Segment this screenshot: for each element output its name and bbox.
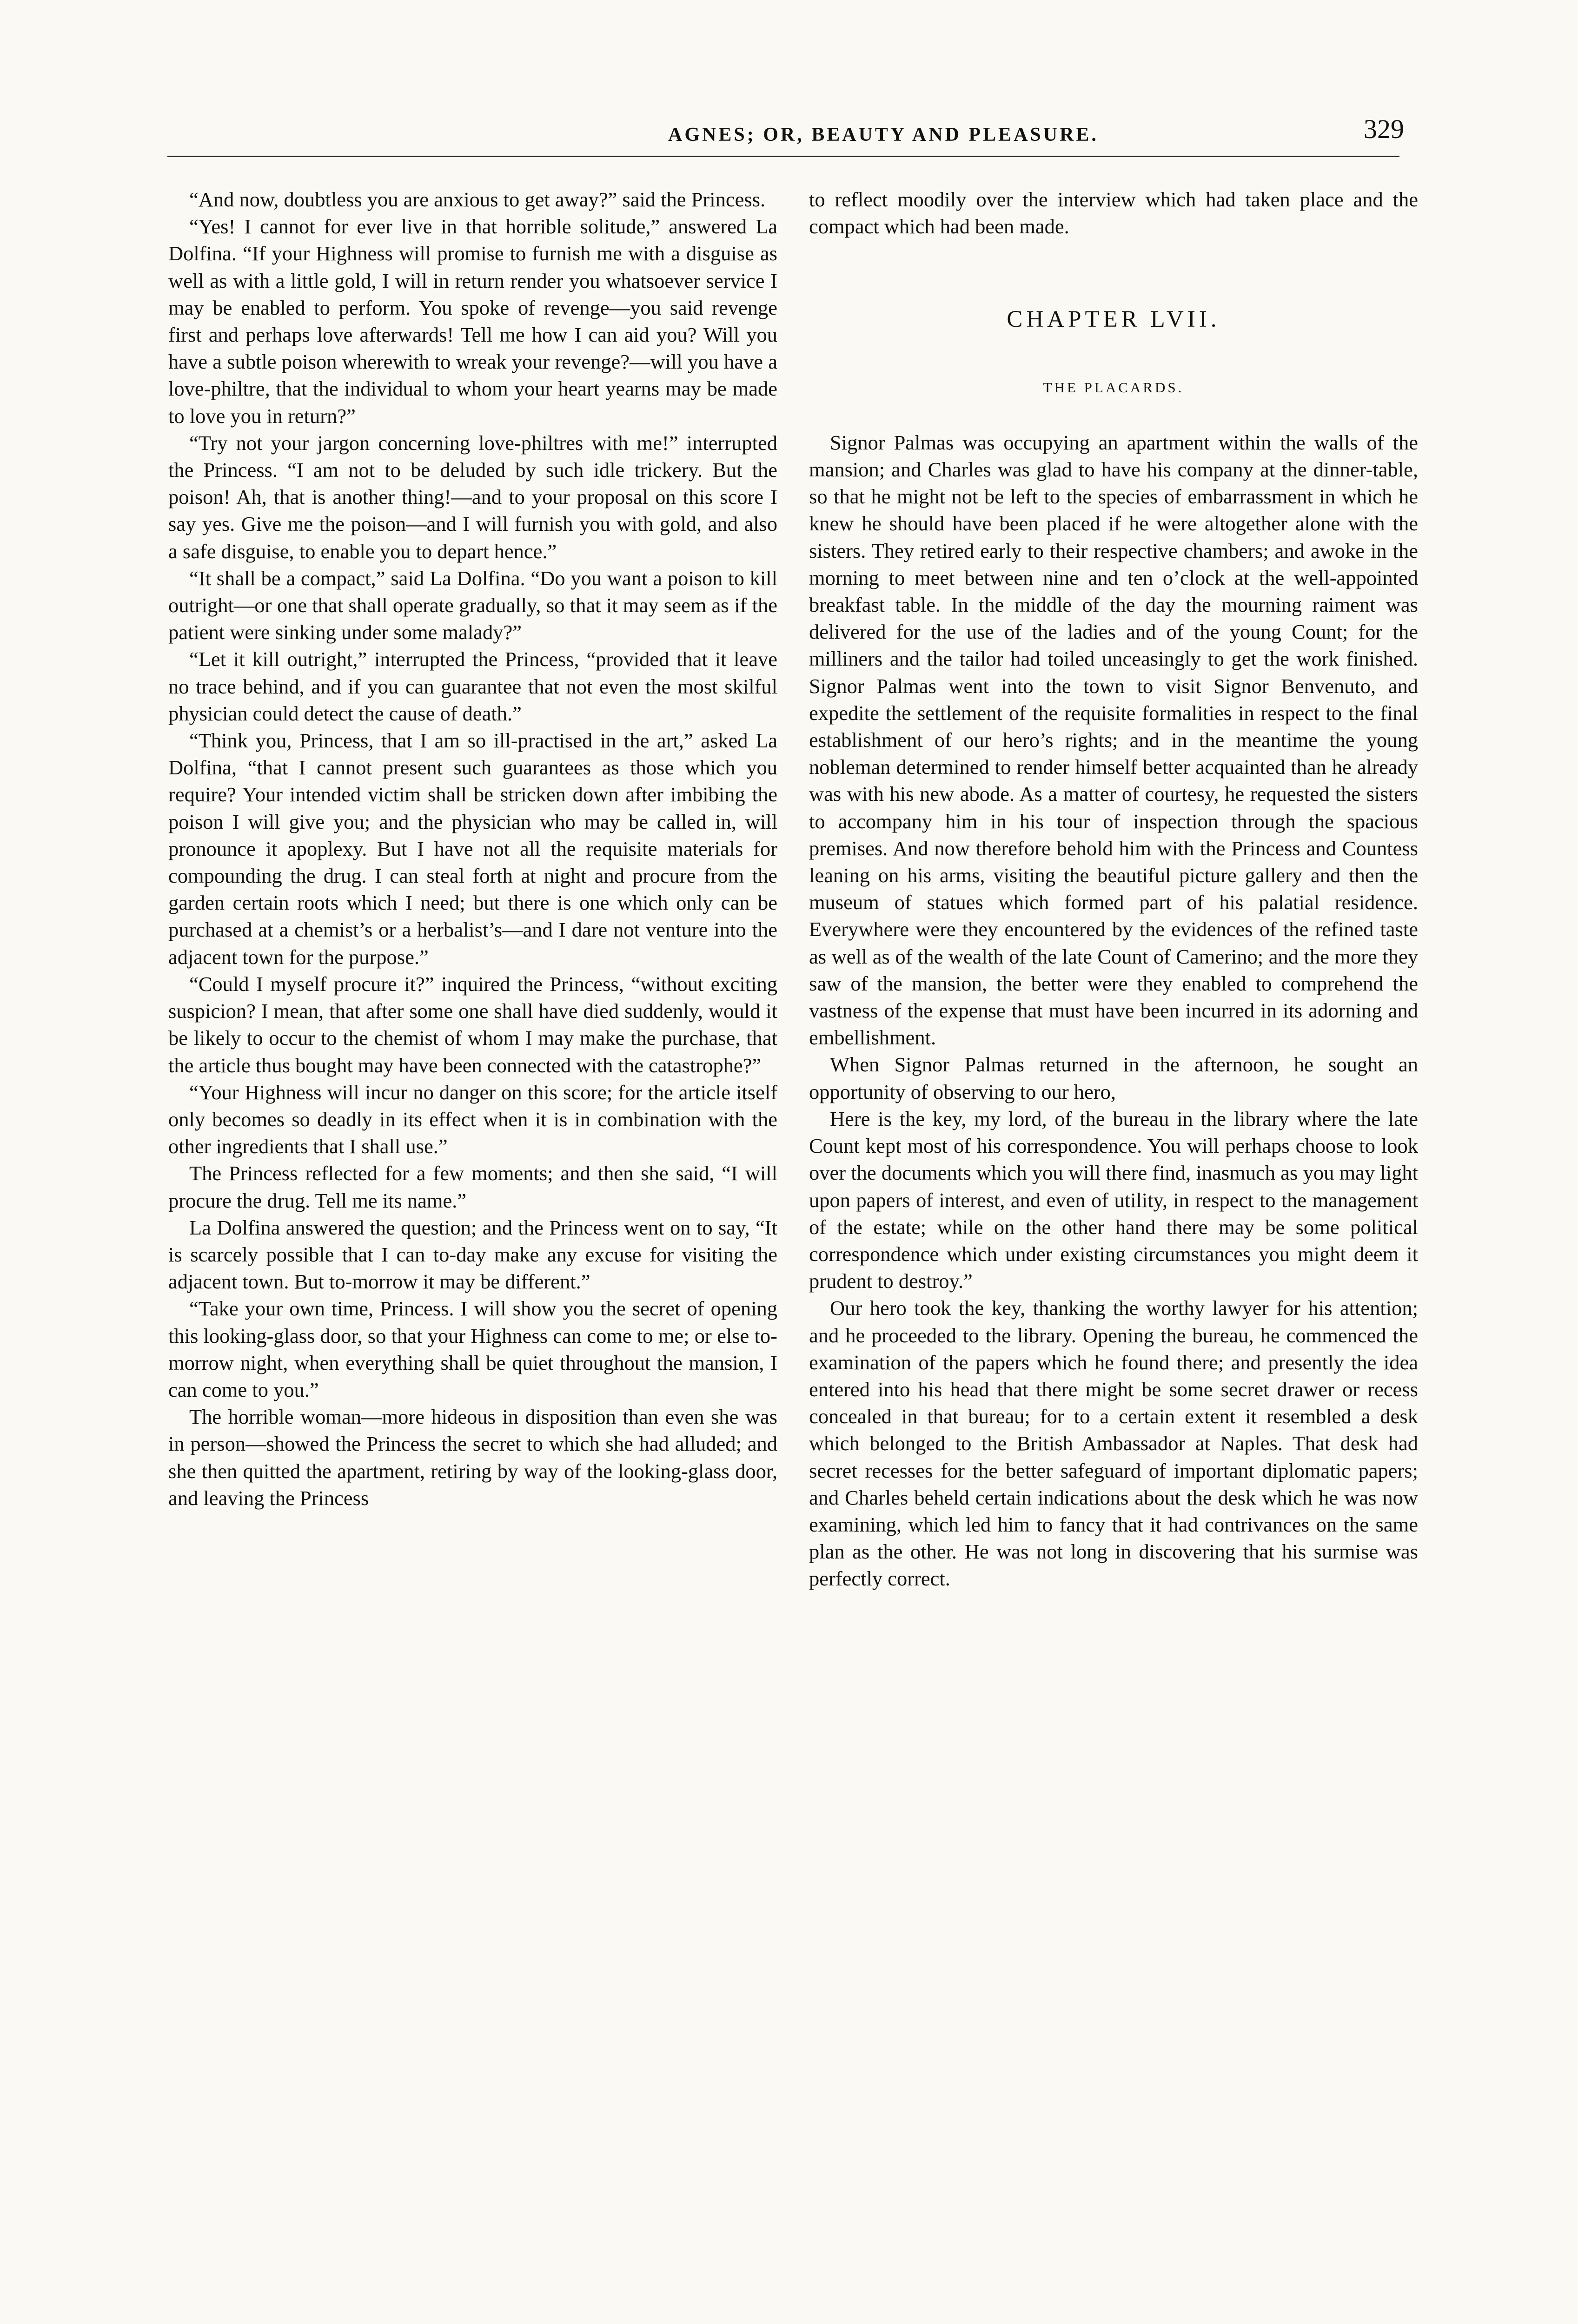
paragraph: The horrible woman—more hideous in disposition than even she was in person—showed the Princess the secret to which she had alluded; and she then quitted the apartment, retiring by way of the looking-glass door, and leaving the Princess — [168, 1405, 777, 1510]
chapter-heading: CHAPTER LVII. — [1007, 306, 1220, 333]
paragraph: The Princess reflected for a few moments; and then she said, “I will procure the drug. Tell me its name.” — [168, 1162, 777, 1212]
paragraph: “Your Highness will incur no danger on this score; for the article itself only becomes so deadly in its effect when it is in combination with the other ingredients that I shall use.” — [168, 1080, 777, 1158]
right-column — [809, 186, 1418, 1592]
paragraph: “Yes! I cannot for ever live in that horrible solitude,” answered La Dolfina. “If your Highness will promise to furnish me with a disguise as well as with a little gold, I will in return render you whatsoever service I may be enabled to perform. You spoke of revenge—you said revenge first and perhaps love afterwards! Tell me how I can aid you? Will you have a subtle poison wherewith to wreak your revenge?—will you have a love-philtre, that the individual to whom your heart yearns may be made to love you in return?” — [168, 215, 777, 428]
paragraph: “Try not your jargon concerning love-philtres with me!” interrupted the Princess. “I am not to be deluded by such idle trickery. But the poison! Ah, that is another thing!—and to your proposal on this score I say yes. Give me the poison—and I will furnish you with gold, and also a safe disguise, to enable you to depart hence.” — [168, 431, 777, 563]
paragraph: “Take your own time, Princess. I will show you the secret of opening this looking-glass door, so that your Highness can come to me; or else to-morrow night, when everything shall be quiet throughout the mansion, I can come to you.” — [168, 1297, 777, 1401]
paragraph: “Think you, Princess, that I am so ill-practised in the art,” asked La Dolfina, “that I cannot present such guarantees as those which you require? Your intended victim shall be stricken down after imbibing the poison I will give you; and the physician who may be called in, will pronounce it apoplexy. But I have not all the requisite materials for compounding the drug. I can steal forth at night and procure from the garden certain roots which I need; but there is one which only can be purchased at a chemist’s or a herbalist’s—and I dare not venture into the adjacent town for the purpose.” — [168, 729, 777, 969]
left-column — [168, 186, 777, 1512]
paragraph: When Signor Palmas returned in the afternoon, he sought an opportunity of observing to our hero, — [809, 1053, 1418, 1103]
chapter-subheading: THE PLACARDS. — [1043, 379, 1184, 396]
header-rule — [167, 156, 1399, 157]
paragraph: Here is the key, my lord, of the bureau in the library where the late Count kept most of his correspondence. You will perhaps choose to look over the documents which you will there find, inasmuch as you may light upon papers of interest, and even of utility, in respect to the management of the estate; while on the other hand there may be some political correspondence which under existing circumstances you might deem it prudent to destroy.” — [809, 1107, 1418, 1293]
continuation-paragraph: to reflect moodily over the interview which had taken place and the compact which had been made. — [809, 188, 1418, 238]
running-title: AGNES; OR, BEAUTY AND PLEASURE. — [668, 124, 1099, 145]
paragraph: “And now, doubtless you are anxious to get away?” said the Princess. — [189, 188, 766, 211]
page-number: 329 — [1364, 114, 1404, 144]
paragraph: Our hero took the key, thanking the worthy lawyer for his attention; and he proceeded to the library. Opening the bureau, he commenced the examination of the papers which he found there; and presently the idea entered into his head that there might be some secret drawer or recess concealed in that bureau; for to a certain extent it resembled a desk which belonged to the British Ambassador at Naples. That desk had secret recesses for the better safeguard of important diplomatic papers; and Charles beheld certain indications about the desk which he was now examining, which led him to fancy that it had contrivances on the same plan as the other. He was not long in discovering that his surmise was perfectly correct. — [809, 1296, 1418, 1591]
paragraph: Signor Palmas was occupying an apartment within the walls of the mansion; and Charles was glad to have his company at the dinner-table, so that he might not be left to the species of embarrassment in which he knew he should have been placed if he were altogether alone with the sisters. They retired early to their respective chambers; and awoke in the morning to meet between nine and ten o’clock at the well-appointed breakfast table. In the middle of the day the mourning raiment was delivered for the use of the ladies and of the young Count; for the milliners and the tailor had toiled unceasingly to get the work finished. Signor Palmas went into the town to visit Signor Benvenuto, and expedite the settlement of the requisite formalities in respect to the final establishment of our hero’s rights; and in the meantime the young nobleman determined to render himself better acquainted than he already was with his new abode. As a matter of courtesy, he requested the sisters to accompany him in his tour of inspection through the spacious premises. And now therefore behold him with the Princess and Countess leaning on his arms, visiting the beautiful picture gallery and then the museum of statues which formed part of his palatial residence. Everywhere were they encountered by the evidences of the refined taste as well as of the wealth of the late Count of Camerino; and the more they saw of the mansion, the better were they enabled to comprehend the vastness of the expense that must have been incurred in its adorning and embellishment. — [809, 430, 1418, 1050]
paragraph: La Dolfina answered the question; and the Princess went on to say, “It is scarcely possible that I can to-day make any excuse for visiting the adjacent town. But to-morrow it may be different.” — [168, 1215, 777, 1294]
paragraph: “It shall be a compact,” said La Dolfina. “Do you want a poison to kill outright—or one that shall operate gradually, so that it may seem as if the patient were sinking under some malady?” — [168, 566, 777, 644]
paragraph: “Could I myself procure it?” inquired the Princess, “without exciting suspicion? I mean, that after some one shall have died suddenly, would it be likely to occur to the chemist of whom I may make the purchase, that the article thus bought may have been connected with the catastrophe?” — [168, 972, 777, 1077]
paragraph: “Let it kill outright,” interrupted the Princess, “provided that it leave no trace behind, and if you can guarantee that not even the most skilful physician could detect the cause of death.” — [168, 647, 777, 725]
